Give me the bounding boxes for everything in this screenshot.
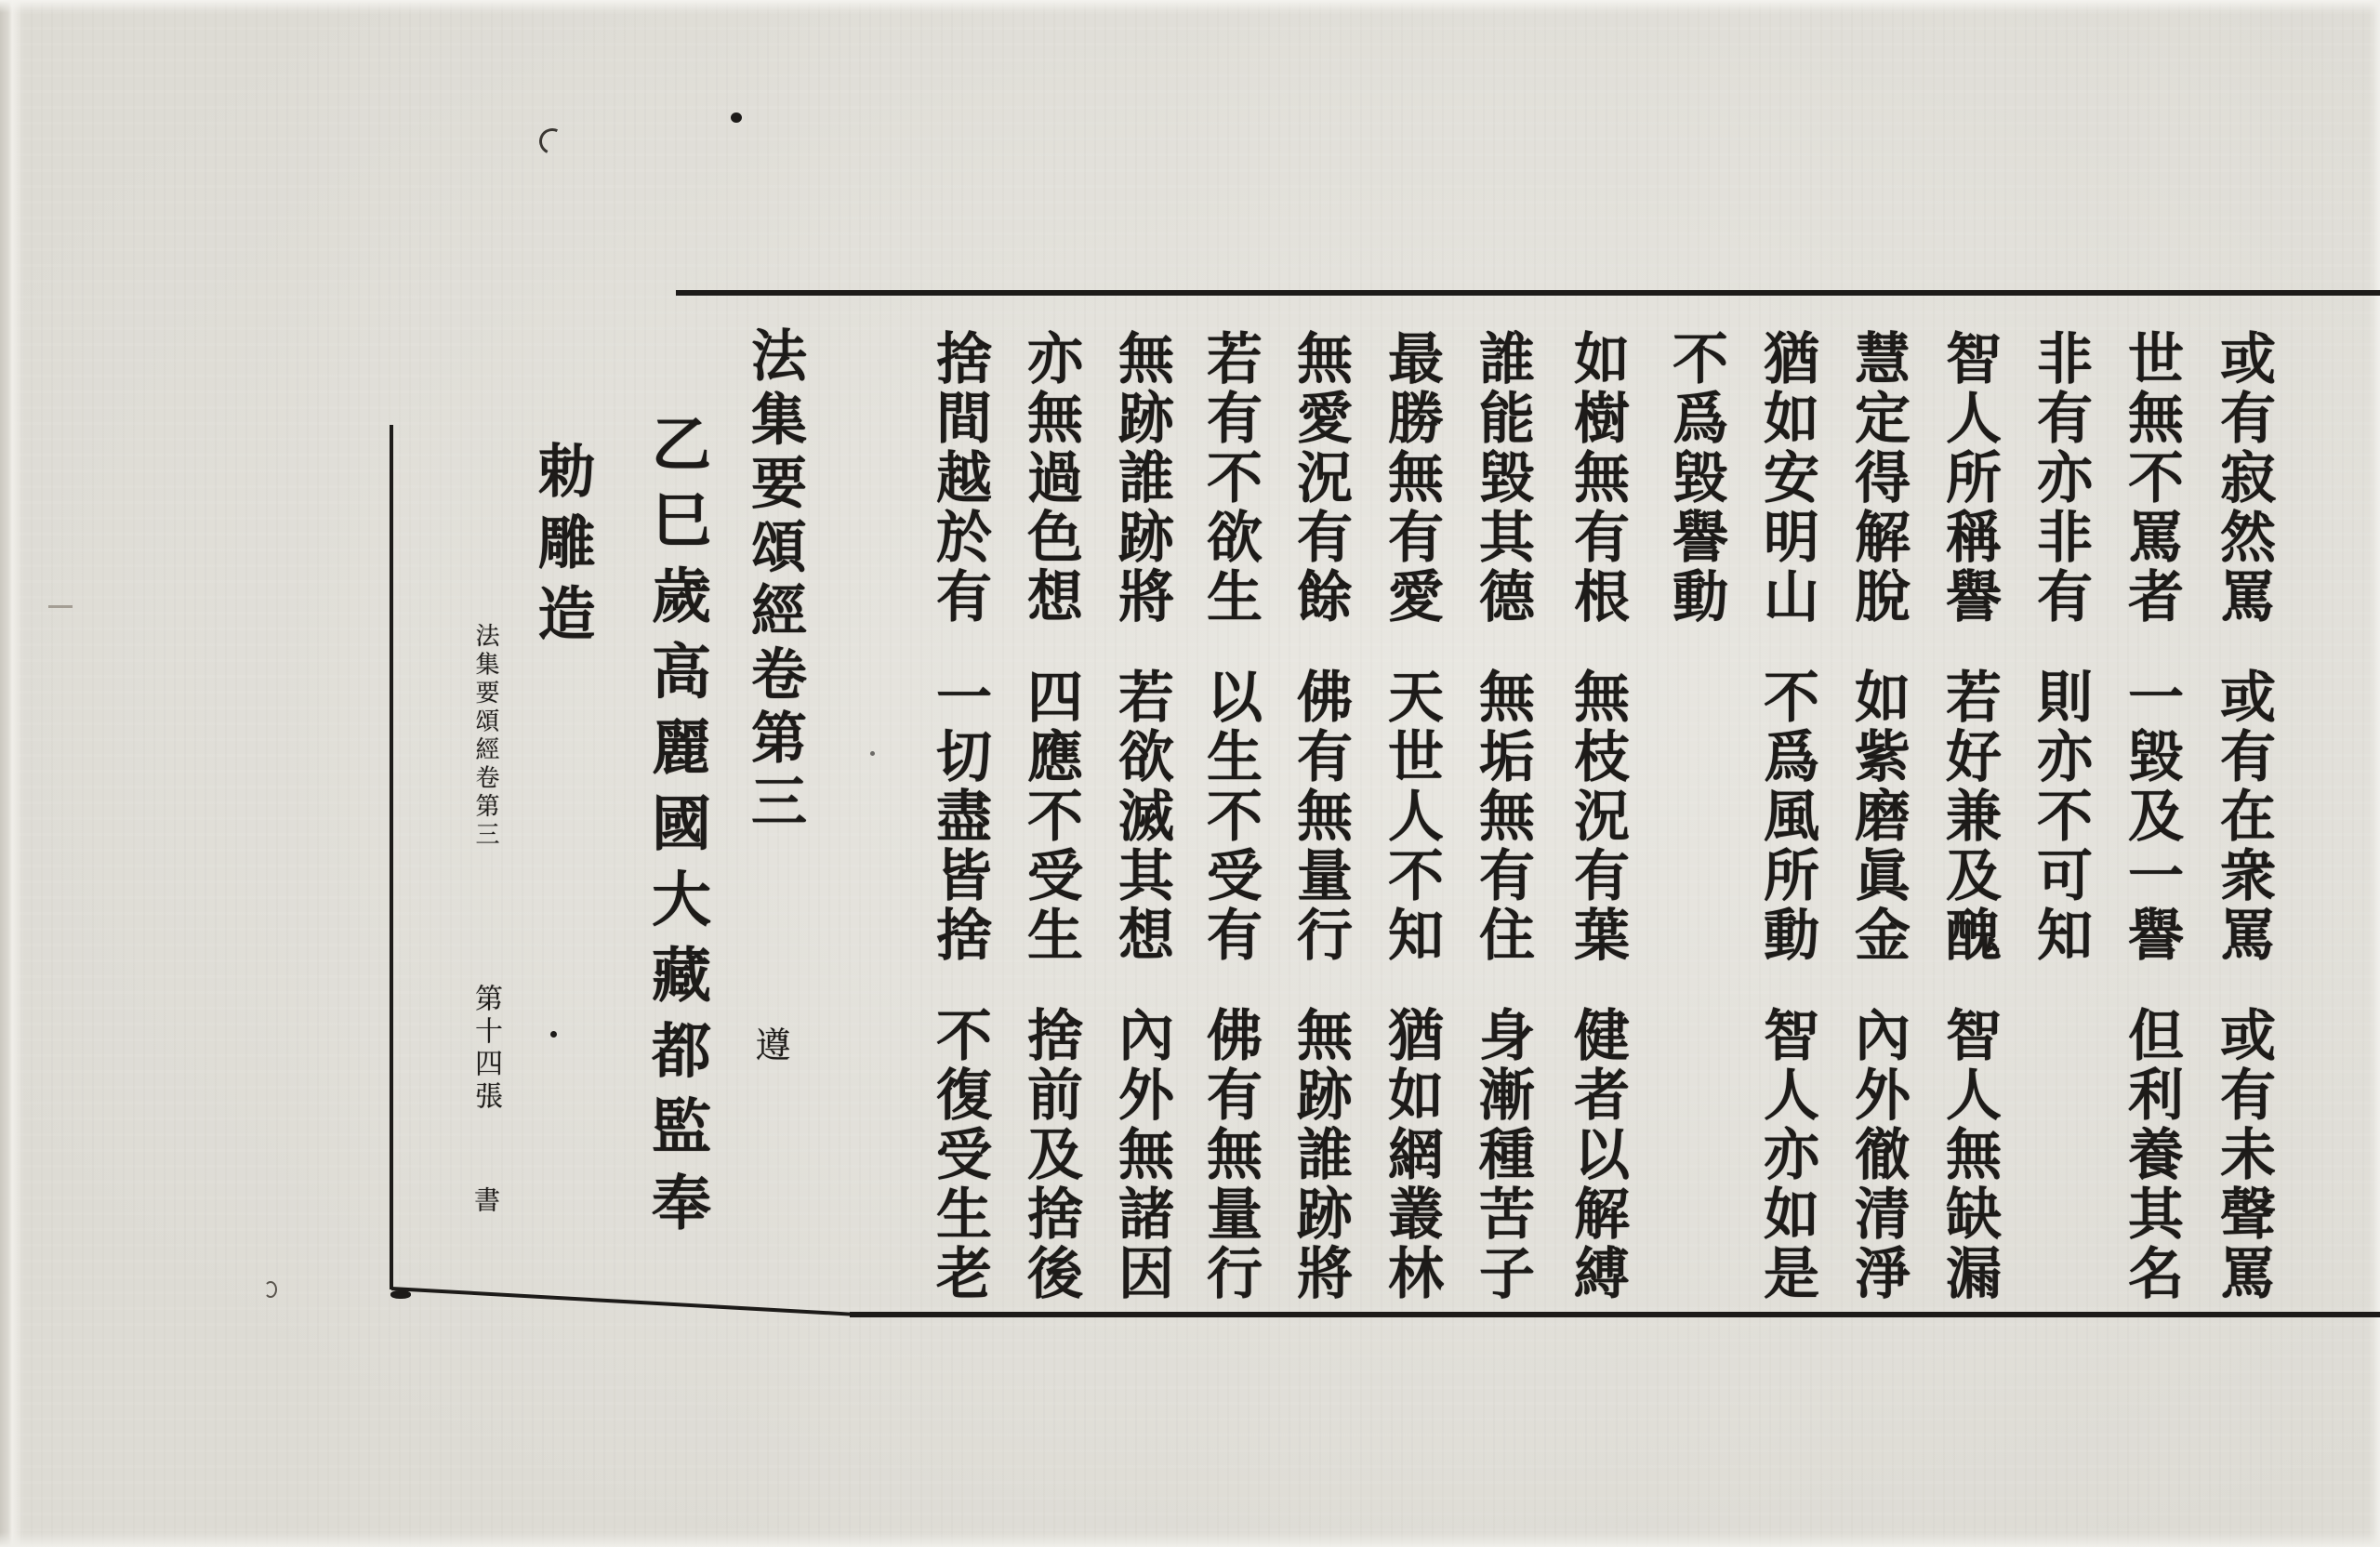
verse-phrase: 猶如網叢林	[1379, 1006, 1444, 1303]
verse-phrase: 或有未聲罵	[2211, 1006, 2276, 1303]
verse-phrase: 以生不受有	[1197, 668, 1263, 965]
verse-phrase: 如紫磨眞金	[1845, 668, 1911, 965]
verse-column-9	[1470, 329, 1535, 1303]
sutra-end-title: 法集要頌經卷第三	[742, 326, 807, 836]
verse-phrase: 或有在衆罵	[2211, 668, 2276, 965]
verse-phrase: 四應不受生	[1018, 668, 1083, 965]
margin-sheet-number	[470, 984, 500, 1114]
verse-phrase: 無枝況有葉	[1565, 668, 1630, 965]
verse-phrase: 若有不欲生	[1197, 329, 1263, 627]
paper-mark	[48, 605, 73, 608]
verse-phrase: 若好兼及醜	[1937, 668, 2002, 965]
verse-phrase: 不復受生老	[927, 1006, 992, 1303]
verse-phrase: 猶如安明山	[1754, 329, 1819, 627]
verse-column-11	[1288, 329, 1353, 1303]
verse-phrase: 天世人不知	[1379, 668, 1444, 965]
verse-phrase: 則亦不可知	[2028, 668, 2093, 965]
verse-phrase: 不爲毀譽動	[1663, 329, 1728, 627]
verse-phrase: 世無不罵者	[2119, 329, 2184, 627]
margin-title-text: 法集要頌經卷第三	[471, 623, 499, 850]
verse-column-6	[1754, 329, 1819, 1303]
margin-sheet-text: 第十四張	[469, 984, 502, 1114]
verse-column-7	[1663, 329, 1728, 627]
verse-column-14	[1018, 329, 1083, 1303]
verse-phrase: 非有亦非有	[2028, 329, 2093, 627]
pencil-mark	[264, 1281, 277, 1298]
paper-bottom-edge	[0, 1532, 2380, 1547]
case-character: 遵	[749, 1026, 790, 1062]
verse-phrase: 不爲風所動	[1754, 668, 1819, 965]
ink-dot	[550, 1031, 557, 1038]
frame-bottom-border	[850, 1312, 2380, 1317]
verse-column-4	[1937, 329, 2002, 1303]
verse-phrase: 捨間越於有	[927, 329, 992, 627]
colophon-line-2	[528, 441, 595, 654]
colophon-line-1	[641, 413, 711, 1248]
verse-phrase: 如樹無有根	[1565, 329, 1630, 627]
verse-phrase: 捨前及捨後	[1018, 1006, 1083, 1303]
ink-stroke-mark	[536, 125, 569, 158]
verse-column-8	[1565, 329, 1630, 1303]
verse-phrase: 內外無諸因	[1109, 1006, 1174, 1303]
verse-phrase: 或有寂然罵	[2211, 329, 2276, 627]
frame-bottom-border-left	[391, 1287, 852, 1316]
paper-left-edge	[0, 0, 24, 1547]
verse-column-5	[1845, 329, 1911, 1303]
verse-column-15	[927, 329, 992, 1303]
verse-column-13	[1109, 329, 1174, 1303]
verse-phrase: 但利養其名	[2119, 1006, 2184, 1303]
verse-phrase: 佛有無量行	[1288, 668, 1353, 965]
paper-top-edge	[0, 0, 2380, 13]
verse-phrase: 內外徹清淨	[1845, 1006, 1911, 1303]
verse-phrase: 最勝無有愛	[1379, 329, 1444, 627]
colophon-text: 勅雕造	[528, 441, 596, 655]
verse-phrase: 一切盡皆捨	[927, 668, 992, 965]
verse-column-3	[2028, 329, 2093, 965]
verse-phrase: 健者以解縛	[1565, 1006, 1630, 1303]
ink-blot	[390, 1290, 411, 1299]
verse-phrase: 智人無缺漏	[1937, 1006, 2002, 1303]
verse-phrase: 無垢無有住	[1470, 668, 1535, 965]
margin-mark-text: 書	[470, 1186, 501, 1212]
ink-dot	[870, 751, 875, 756]
verse-phrase: 亦無過色想	[1018, 329, 1083, 627]
verse-phrase: 智人亦如是	[1754, 1006, 1819, 1303]
verse-phrase: 身漸種苦子	[1470, 1006, 1535, 1303]
verse-phrase: 無跡誰跡將	[1288, 1006, 1353, 1303]
verse-phrase: 佛有無量行	[1197, 1006, 1263, 1303]
sutra-end-title-column	[743, 326, 806, 836]
verse-phrase: 無愛況有餘	[1288, 329, 1353, 627]
verse-column-2	[2119, 329, 2184, 1303]
verse-phrase: 若欲滅其想	[1109, 668, 1174, 965]
verse-column-12	[1197, 329, 1263, 1303]
verse-phrase: 誰能毀其德	[1470, 329, 1535, 627]
margin-mark	[470, 1186, 500, 1212]
verse-phrase: 一毀及一譽	[2119, 668, 2184, 965]
verse-phrase: 慧定得解脫	[1845, 329, 1911, 627]
verse-column-10	[1379, 329, 1444, 1303]
verse-phrase: 無跡誰跡將	[1109, 329, 1174, 627]
frame-left-border	[390, 425, 393, 1289]
case-character-mark	[749, 1026, 790, 1062]
verse-phrase: 智人所稱譽	[1937, 329, 2002, 627]
colophon-text: 乙巳歲高麗國大藏都監奉	[641, 413, 711, 1248]
frame-top-border	[676, 290, 2380, 296]
margin-title	[470, 623, 500, 850]
verse-column-1	[2211, 329, 2276, 1303]
ink-dot	[731, 112, 742, 123]
